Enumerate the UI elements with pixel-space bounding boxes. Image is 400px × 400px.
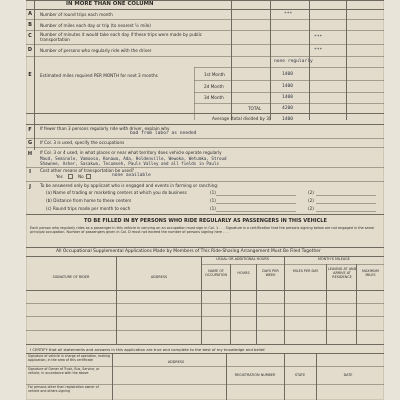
table-row [26, 303, 384, 304]
row-h-label: If Col. 3 or 4 used, in what places or near what territory does vehicle operate regularly [40, 150, 222, 155]
total-value: 4200 [282, 106, 294, 111]
row-letter-h: H [27, 151, 33, 157]
row-divider [26, 19, 384, 20]
row-f-value: bad from labor as needed [130, 131, 197, 136]
none-regularly-value: none regularly [274, 59, 313, 64]
col1-line [231, 0, 232, 120]
row-d-label: Number of persons who regularly ride with the driver [40, 48, 152, 53]
fill-line [316, 195, 376, 196]
fill-line [316, 211, 376, 212]
table-col-line [230, 264, 231, 344]
row-letter-f: F [28, 127, 32, 133]
paren-b2: (2) [308, 198, 314, 203]
row-i-no: No [78, 174, 84, 179]
sig-col-state: STATE [294, 373, 306, 377]
col-group-hours: USUAL OR ADDITIONAL HOURS [216, 257, 269, 261]
application-form-page [26, 0, 384, 400]
row-c-label-2: transportation [40, 37, 70, 42]
supplemental-table-title: All Occupational Supplemental Applications Made by Members of This Ride-Sharing Arrangement Must Be Filed Together [56, 249, 321, 254]
row-divider [26, 30, 384, 31]
row-letter-g: G [27, 140, 33, 146]
paren-b1: (1) [210, 198, 216, 203]
month-3-label: 3d Month [204, 95, 224, 100]
month-2-label: 2d Month [204, 84, 224, 89]
col-maximum: MAXIMUM MILES [362, 269, 379, 277]
row-c-label: Number of minutes it would take each day if these trips were made by public [40, 32, 203, 37]
table-row [26, 330, 384, 331]
row-divider [26, 384, 384, 385]
certify-statement: I CERTIFY that all statements and answers in this application are true and complete to the best of my knowledge and belief. [30, 347, 266, 352]
month-1-label: 1st Month [204, 72, 225, 77]
row-i-label: Cost other means of transportation be used? [40, 168, 135, 173]
row-f-label: If fewer than 3 persons regularly ride with driver, explain why [40, 126, 170, 131]
table-bottom [26, 344, 384, 345]
month-2-value: 1400 [282, 84, 294, 89]
row-i-value: none available [112, 173, 151, 178]
row-letter-c: C [28, 33, 32, 39]
row-letter-d: D [27, 47, 33, 53]
fill-line [216, 195, 296, 196]
col2-line [270, 0, 271, 120]
table-col-line [356, 264, 357, 344]
sig-row-2: Signature of Owner of Truck, Bus, Service, or vehicle, in accordance with the above [28, 367, 100, 375]
row-letter-e: E [28, 72, 32, 78]
row-h-value: Maud, Seminole, Vamoosa, Konawa, Ada, Holdenville, Wewoka, Wetumka, Stroud [40, 156, 227, 161]
row-j-b: (b) Distance from home to these centers [46, 198, 132, 203]
row-divider [26, 181, 384, 182]
row-divider [26, 44, 384, 45]
passenger-section-intro: Each person who regularly rides as a passenger in this vehicle in carrying on an occupation must sign in Col. 1 . . . Signature is a certification that the persons signing below are not engaged in the same principal occupation. Number of passengers given in Col. D must not exceed the number of persons signing here . . . [30, 226, 374, 234]
row-letter-i: I [29, 169, 31, 175]
fill-line [216, 211, 296, 212]
sig-col-registration: REGISTRATION NUMBER [234, 373, 276, 377]
row-g-label: If Col. 3 is used, specify the occupations [40, 140, 125, 145]
row-j-a: (a) Name of trading or marketing centers at which you do business [46, 190, 187, 195]
row-divider [26, 138, 384, 139]
row-divider [194, 92, 384, 93]
passenger-section-title: TO BE FILLED IN BY PERSONS WHO RIDE REGULARLY AS PASSENGERS IN THIS VEHICLE [84, 218, 327, 224]
row-i-yes-checkbox[interactable] [68, 174, 73, 179]
average-label: Average (total divided by 3) [212, 116, 271, 121]
row-j-c: (c) Round trips made per month to each [46, 206, 131, 211]
paren-c2: (2) [308, 206, 314, 211]
sig-col-line [316, 353, 317, 400]
row-c-value: *** [314, 35, 323, 40]
col-group-mileage: MONTH'S MILEAGE [318, 257, 350, 261]
month-1-value: 1400 [282, 72, 294, 77]
fill-line [216, 203, 296, 204]
paren-a2: (2) [308, 190, 314, 195]
sig-row-3: For persons other than registration owner of vehicle and others signing [28, 385, 99, 393]
row-divider [194, 103, 384, 104]
row-divider [194, 67, 384, 68]
row-letter-b: B [28, 22, 32, 28]
sig-col-address: ADDRESS [167, 360, 185, 364]
row-divider [26, 214, 384, 215]
row-j-label: To be answered only by applicant who is engaged and events in farming or ranching: [40, 183, 219, 188]
header-title: IN MORE THAN ONE COLUMN [66, 1, 154, 7]
row-letter-j: J [29, 184, 31, 190]
row-divider [26, 366, 384, 367]
row-i-no-checkbox[interactable] [86, 174, 91, 179]
average-value: 1400 [282, 117, 294, 122]
row-divider [26, 147, 384, 148]
row-i-yes: Yes [56, 174, 63, 179]
row-divider [26, 56, 384, 57]
letter-col-line [34, 0, 35, 150]
row-divider [26, 247, 384, 248]
row-b-label: Number of miles each day or trip (to nearest ½ mile) [40, 23, 151, 28]
table-row [26, 316, 384, 317]
col-occupation: NAME OF OCCUPATION [204, 269, 228, 277]
col-days: DAYS PER WEEK [262, 269, 279, 277]
row-d-value: *** [314, 48, 323, 53]
row-divider [26, 113, 384, 114]
sig-col-line [226, 353, 227, 400]
fill-line [316, 203, 376, 204]
total-label: TOTAL [248, 106, 262, 111]
row-a-label: Number of round trips each month [40, 12, 113, 17]
row-divider [194, 80, 384, 81]
row-h-value-2: Shawnee, Asher, Sasakwa, Tecumseh, Pauls Valley and all fields in Pauls [40, 161, 219, 166]
paren-c1: (1) [210, 206, 216, 211]
header-divider [26, 9, 384, 10]
month-3-value: 1400 [282, 95, 294, 100]
col4-line [346, 0, 347, 120]
row-a-value: *** [284, 12, 293, 17]
paren-a1: (1) [210, 190, 216, 195]
sig-col-line [284, 353, 285, 400]
row-letter-a: A [28, 11, 32, 17]
col-address: ADDRESS [150, 275, 168, 279]
col-leaving: LEAVING AT AND ARRIVE AT RESIDENCE [327, 267, 357, 279]
col-signature: SIGNATURE OF RIDER [52, 275, 90, 279]
row-divider [26, 124, 384, 125]
sig-col-date: DATE [343, 373, 353, 377]
sig-col-line [112, 353, 113, 400]
table-header-bottom [26, 290, 384, 291]
row-e-label: Estimated miles required PER MONTH for next 3 months [40, 73, 158, 78]
col-hours: HOURS [237, 271, 250, 275]
col-miles-per-day: MILES PER DAY [292, 269, 319, 273]
sig-row-1: Signature of vehicle in charge of operation, making application, in the area of this certificate [28, 354, 110, 362]
